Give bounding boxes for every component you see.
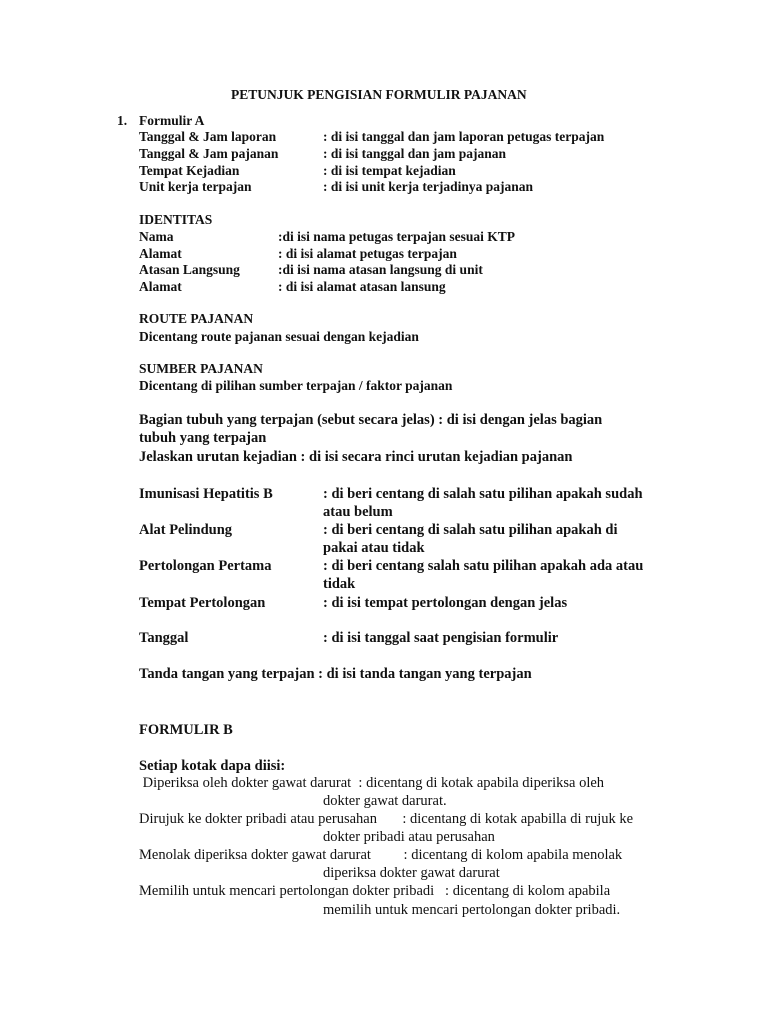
instruction-line: Dirujuk ke dokter pribadi atau perusahan : dicentang di kotak apabilla di rujuk ke [139, 811, 634, 827]
bagian-text: tubuh yang terpajan [139, 430, 267, 446]
instruction-line: Memilih untuk mencari pertolongan dokter pribadi : dicentang di kolom apabila [139, 883, 611, 899]
field-label: Tempat Kejadian [139, 163, 240, 178]
section-b-heading: FORMULIR B [139, 722, 233, 738]
field-label: Imunisasi Hepatitis B [139, 486, 273, 502]
field-label: Tanggal & Jam pajanan [139, 146, 279, 161]
tanda-tangan-text: Tanda tangan yang terpajan : di isi tanda tangan yang terpajan [139, 666, 532, 682]
field-value: : di isi alamat atasan lansung [278, 279, 446, 294]
field-value: : di beri centang salah satu pilihan apakah ada atau [323, 558, 644, 574]
section-heading: Formulir A [139, 113, 205, 128]
field-label: Atasan Langsung [139, 262, 240, 277]
sumber-text: Dicentang di pilihan sumber terpajan / faktor pajanan [139, 378, 453, 393]
instruction-cont: dokter gawat darurat. [323, 793, 447, 809]
field-label: Tempat Pertolongan [139, 595, 266, 611]
field-value-cont: pakai atau tidak [323, 540, 425, 556]
field-value: : di beri centang di salah satu pilihan apakah di [323, 522, 618, 538]
instruction-line: Menolak diperiksa dokter gawat darurat : dicentang di kolom apabila menolak [139, 847, 623, 863]
field-label: Alamat [139, 246, 182, 261]
field-value: :di isi nama atasan langsung di unit [278, 262, 483, 277]
field-label: Pertolongan Pertama [139, 558, 272, 574]
field-label: Tanggal & Jam laporan [139, 129, 277, 144]
field-label: Alamat [139, 279, 182, 294]
field-value: :di isi nama petugas terpajan sesuai KTP [278, 229, 516, 244]
sumber-heading: SUMBER PAJANAN [139, 361, 263, 376]
field-value: : di isi tempat pertolongan dengan jelas [323, 595, 568, 611]
field-value: : di isi tempat kejadian [323, 163, 456, 178]
route-text: Dicentang route pajanan sesuai dengan kejadian [139, 329, 419, 344]
identitas-heading: IDENTITAS [139, 212, 213, 227]
field-label: Alat Pelindung [139, 522, 233, 538]
field-value: : di isi tanggal dan jam pajanan [323, 146, 507, 161]
section-b-subheading: Setiap kotak dapa diisi: [139, 758, 286, 774]
field-label: Unit kerja terpajan [139, 179, 252, 194]
field-label: Nama [139, 229, 174, 244]
field-label: Tanggal [139, 630, 189, 646]
instruction-line: Diperiksa oleh dokter gawat darurat : dicentang di kotak apabila diperiksa oleh [139, 775, 605, 791]
field-value: : di beri centang di salah satu pilihan apakah sudah [323, 486, 643, 502]
instruction-cont: diperiksa dokter gawat darurat [323, 865, 500, 881]
route-heading: ROUTE PAJANAN [139, 311, 254, 326]
field-value: : di isi unit kerja terjadinya pajanan [323, 179, 534, 194]
field-value-cont: tidak [323, 576, 356, 592]
bagian-text: Bagian tubuh yang terpajan (sebut secara jelas) : di isi dengan jelas bagian [139, 412, 603, 428]
field-value: : di isi tanggal saat pengisian formulir [323, 630, 559, 646]
page-title: PETUNJUK PENGISIAN FORMULIR PAJANAN [231, 87, 527, 102]
urutan-text: Jelaskan urutan kejadian : di isi secara rinci urutan kejadian pajanan [139, 449, 573, 465]
field-value: : di isi alamat petugas terpajan [278, 246, 457, 261]
instruction-cont: dokter pribadi atau perusahan [323, 829, 495, 845]
instruction-cont: memilih untuk mencari pertolongan dokter pribadi. [323, 902, 621, 918]
field-value: : di isi tanggal dan jam laporan petugas terpajan [323, 129, 605, 144]
section-number: 1. [117, 113, 128, 128]
field-value-cont: atau belum [323, 504, 393, 520]
